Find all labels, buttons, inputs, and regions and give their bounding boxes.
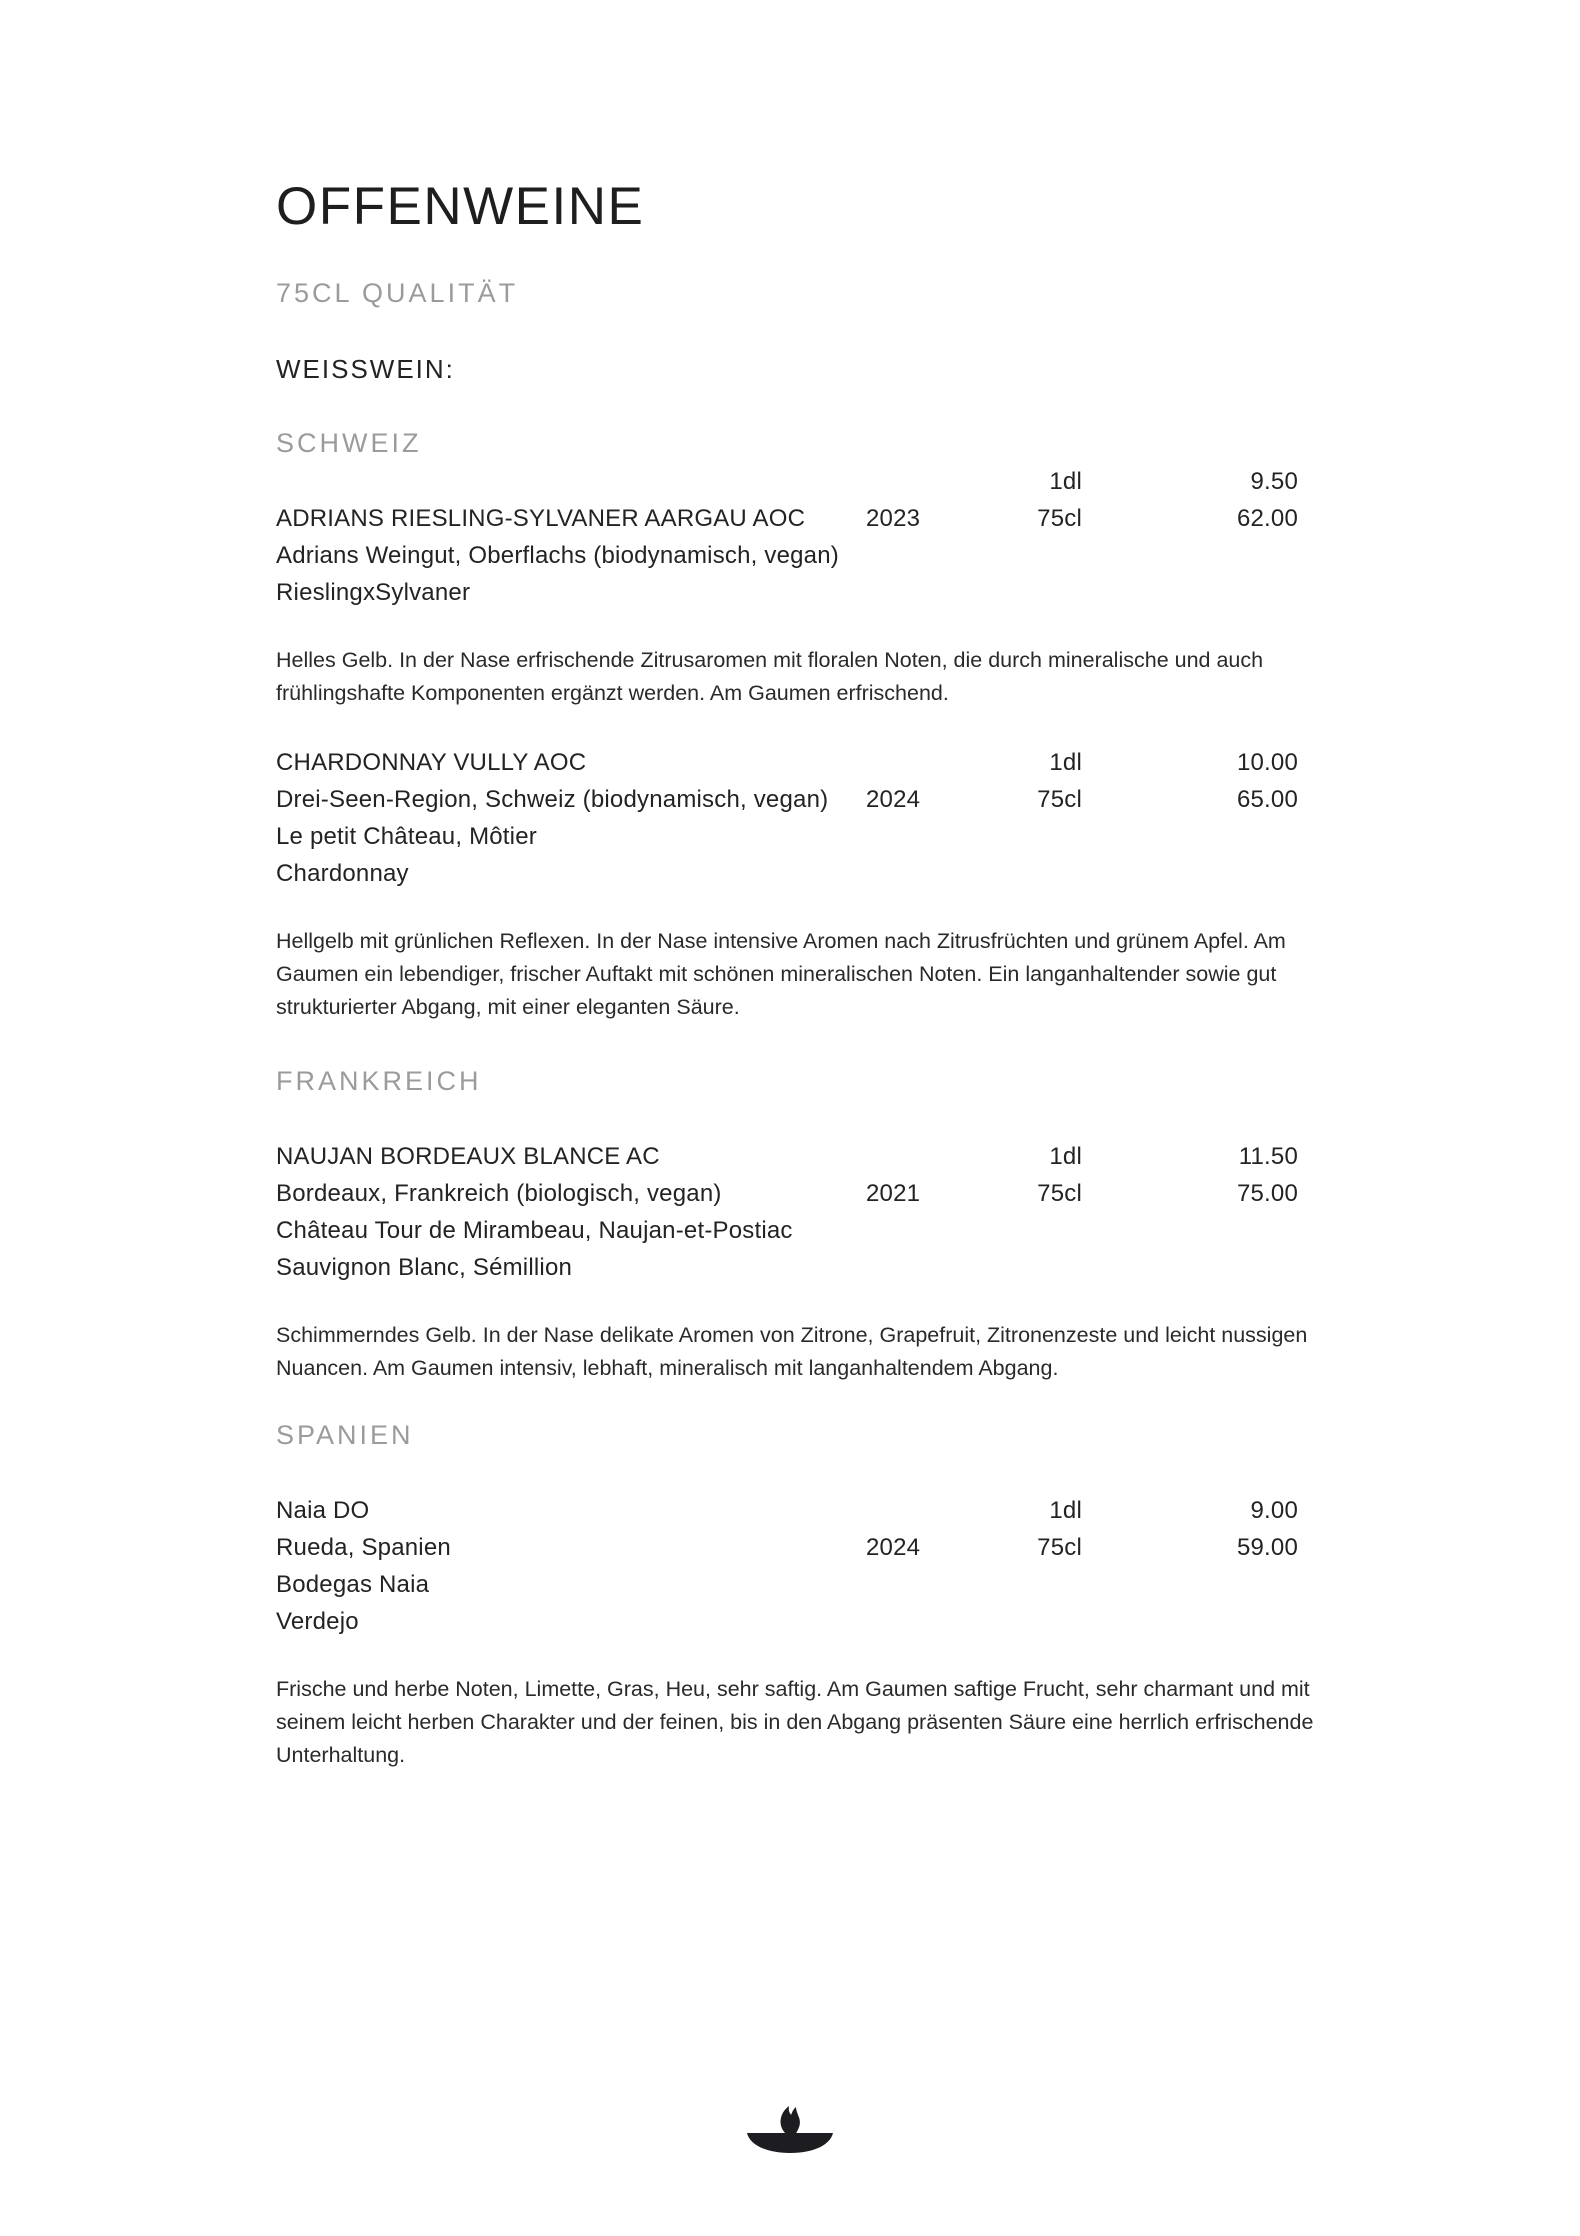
flame-icon bbox=[781, 2106, 800, 2133]
wine-price: 65.00 bbox=[1236, 786, 1298, 813]
wine-size: 1dl bbox=[1049, 1497, 1082, 1524]
wine-price: 9.00 bbox=[1250, 1497, 1298, 1524]
region-heading: FRANKREICH bbox=[276, 1066, 482, 1096]
section-spanien bbox=[276, 1418, 1314, 1772]
wine-size: 75cl bbox=[1037, 1534, 1082, 1561]
wine-producer: Le petit Château, Môtier bbox=[276, 823, 537, 850]
category-heading: WEISSWEIN: bbox=[276, 354, 455, 384]
wine-year: 2021 bbox=[866, 1180, 921, 1207]
wine-row bbox=[276, 1249, 1298, 1286]
wine-row bbox=[276, 500, 1298, 537]
wine-size: 75cl bbox=[1037, 786, 1082, 813]
wine-year bbox=[866, 463, 956, 500]
wine-description bbox=[276, 925, 1298, 1024]
wine-name bbox=[276, 463, 866, 500]
wine-row bbox=[276, 855, 1298, 892]
bowl-icon bbox=[747, 2133, 833, 2153]
wine-year bbox=[866, 1492, 956, 1529]
wine-year: 2024 bbox=[866, 1534, 921, 1561]
wine-row bbox=[276, 781, 1298, 818]
wine-row bbox=[276, 1529, 1298, 1566]
description-line: Hellgelb mit grünlichen Reflexen. In der Nase intensive Aromen nach Zitrusfrüchten und grünem Apfel. Am bbox=[276, 929, 1286, 953]
flame-bowl-logo bbox=[747, 2106, 833, 2154]
wine-name: ADRIANS RIESLING-SYLVANER AARGAU AOC bbox=[276, 505, 806, 532]
wine-price: 11.50 bbox=[1238, 1143, 1298, 1170]
wine-size: 1dl bbox=[1049, 468, 1082, 495]
wine-row bbox=[276, 574, 1298, 611]
wine-price: 59.00 bbox=[1236, 1534, 1298, 1561]
footer bbox=[0, 2106, 1580, 2154]
wine-row bbox=[276, 537, 1298, 574]
wine-grape: Chardonnay bbox=[276, 860, 409, 887]
wine-year: 2023 bbox=[866, 505, 921, 532]
wine-producer: Adrians Weingut, Oberflachs (biodynamisch, vegan) bbox=[276, 542, 839, 569]
wine-year bbox=[866, 1138, 956, 1175]
wine-row bbox=[276, 463, 1298, 500]
menu-page bbox=[276, 0, 1314, 1772]
wine-grape: Sauvignon Blanc, Sémillion bbox=[276, 1254, 573, 1281]
wine-price: 75.00 bbox=[1236, 1180, 1298, 1207]
description-line: strukturierter Abgang, mit einer eleganten Säure. bbox=[276, 995, 740, 1019]
page-title: OFFENWEINE bbox=[276, 177, 645, 236]
menu-subtitle: 75CL QUALITÄT bbox=[276, 278, 519, 308]
wine-row bbox=[276, 1492, 1298, 1529]
description-line: seinem leicht herben Charakter und der feinen, bis in den Abgang präsenten Säure eine herrlich erfrischende bbox=[276, 1710, 1314, 1734]
wine-region-info: Rueda, Spanien bbox=[276, 1534, 451, 1561]
wine-description bbox=[276, 1673, 1314, 1772]
wine-row bbox=[276, 1566, 1298, 1603]
region-heading: SCHWEIZ bbox=[276, 428, 422, 458]
section-frankreich bbox=[276, 1064, 1308, 1385]
wine-price: 62.00 bbox=[1236, 505, 1298, 532]
wine-size: 75cl bbox=[1037, 1180, 1082, 1207]
wine-grape: RieslingxSylvaner bbox=[276, 579, 471, 606]
description-line: Helles Gelb. In der Nase erfrischende Zitrusaromen mit floralen Noten, die durch mineralische und auch bbox=[276, 648, 1264, 672]
description-line: Gaumen ein lebendiger, frischer Auftakt mit schönen mineralischen Noten. Ein langanhaltender sowie gut bbox=[276, 962, 1277, 986]
wine-producer: Château Tour de Mirambeau, Naujan-et-Postiac bbox=[276, 1217, 793, 1244]
wine-price: 9.50 bbox=[1250, 468, 1298, 495]
wine-name: NAUJAN BORDEAUX BLANCE AC bbox=[276, 1143, 660, 1170]
wine-row bbox=[276, 1212, 1298, 1249]
wine-year bbox=[866, 744, 956, 781]
wine-grape: Verdejo bbox=[276, 1608, 359, 1635]
wine-row bbox=[276, 1175, 1298, 1212]
description-line: Unterhaltung. bbox=[276, 1743, 406, 1767]
wine-entry bbox=[276, 1138, 1308, 1385]
wine-size: 1dl bbox=[1049, 749, 1082, 776]
section-schweiz bbox=[276, 426, 1298, 1024]
wine-row bbox=[276, 1603, 1298, 1640]
description-line: frühlingshafte Komponenten ergänzt werden. Am Gaumen erfrischend. bbox=[276, 681, 949, 705]
wine-row bbox=[276, 1138, 1298, 1175]
description-line: Nuancen. Am Gaumen intensiv, lebhaft, mineralisch mit langanhaltendem Abgang. bbox=[276, 1356, 1059, 1380]
wine-size: 75cl bbox=[1037, 505, 1082, 532]
wine-row bbox=[276, 744, 1298, 781]
wine-size: 1dl bbox=[1049, 1143, 1082, 1170]
wine-entry bbox=[276, 744, 1298, 1024]
description-line: Schimmerndes Gelb. In der Nase delikate Aromen von Zitrone, Grapefruit, Zitronenzeste und leicht nussigen bbox=[276, 1323, 1308, 1347]
wine-row bbox=[276, 818, 1298, 855]
wine-entry bbox=[276, 463, 1298, 710]
wine-price: 10.00 bbox=[1236, 749, 1298, 776]
wine-region-info: Bordeaux, Frankreich (biologisch, vegan) bbox=[276, 1180, 722, 1207]
wine-region-info: Drei-Seen-Region, Schweiz (biodynamisch, vegan) bbox=[276, 786, 829, 813]
region-heading: SPANIEN bbox=[276, 1420, 414, 1450]
wine-description bbox=[276, 1319, 1308, 1385]
wine-year: 2024 bbox=[866, 786, 921, 813]
wine-producer: Bodegas Naia bbox=[276, 1571, 430, 1598]
wine-description bbox=[276, 644, 1298, 710]
wine-name: Naia DO bbox=[276, 1497, 370, 1524]
wine-name: CHARDONNAY VULLY AOC bbox=[276, 749, 587, 776]
wine-entry bbox=[276, 1492, 1314, 1772]
description-line: Frische und herbe Noten, Limette, Gras, Heu, sehr saftig. Am Gaumen saftige Frucht, sehr charmant und mit bbox=[276, 1677, 1310, 1701]
